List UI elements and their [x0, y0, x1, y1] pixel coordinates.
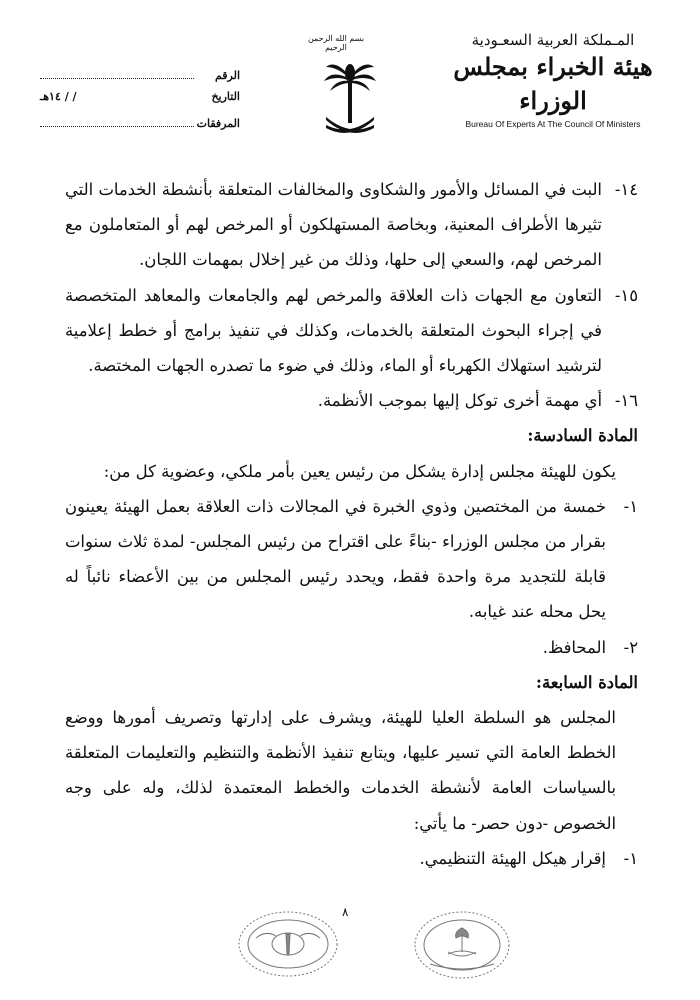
item-number: ١٦-: [614, 391, 638, 411]
document-body: [65, 172, 638, 876]
list-item: [65, 630, 638, 665]
kingdom-name: المـملكة العربية السعـودية: [471, 31, 635, 49]
item-text: إقرار هيكل الهيئة التنظيمي.: [419, 848, 606, 868]
list-item: [65, 383, 638, 418]
date-value: / / ١٤هـ: [40, 90, 77, 103]
list-item: [65, 489, 638, 630]
attachments-dotted-line: [40, 114, 194, 127]
attachments-label: المرفقات: [196, 117, 240, 130]
article-7-intro: المجلس هو السلطة العليا للهيئة، ويشرف على إدارتها وتصريف أمورها ووضع الخطط العامة التي تسير عليها، ويتابع تنفيذ الأنظمة والتنظيم والتعليمات المتعلقة بالسياسات العامة لأنشطة الخدمات والخطط المعتمدة لذلك، وله على وجه الخصوص -دون حصر- ما يأتي:: [65, 708, 616, 833]
list-item: [65, 841, 638, 876]
number-label: الرقم: [214, 69, 240, 82]
item-number: ٢-: [623, 637, 638, 657]
list-item: [65, 278, 638, 384]
article-7-heading: المادة السابعة:: [535, 672, 638, 692]
palm-swords-emblem-icon: [322, 55, 378, 147]
bureau-name-english: Bureau Of Experts At The Council Of Ministers: [465, 119, 641, 129]
item-text: البت في المسائل والأمور والشكاوى والمخالفات المتعلقة بأنشطة الخدمات التي تثيرها الأطراف المعنية، وبخاصة المستهلكون أو المرخص لهم أو المتعاملون مع المرخص لهم، والسعي إلى حلها، وذلك من غير إخلال بمهمات اللجان.: [65, 180, 602, 270]
number-dotted-line: [40, 66, 194, 79]
item-text: أي مهمة أخرى توكل إليها بموجب الأنظمة.: [317, 391, 602, 411]
number-field: [40, 66, 240, 90]
page-number: ٨: [342, 905, 349, 919]
item-text: المحافظ.: [542, 637, 606, 657]
date-label: التاريخ: [211, 90, 240, 103]
basmala: بسم الله الرحمن الرحيم: [307, 34, 365, 52]
reference-fields: [40, 66, 240, 138]
article-6-heading: المادة السادسة:: [527, 426, 638, 446]
item-number: ١٥-: [614, 285, 638, 305]
bureau-name-arabic: هيئة الخبراء بمجلس الوزراء: [453, 52, 653, 115]
item-text: التعاون مع الجهات ذات العلاقة والمرخص لهم والجامعات والمعاهد المتخصصة في إجراء البحوث المتعلقة بالخدمات، وكذلك في تنفيذ برامج أو خطط إعلامية لترشيد استهلاك الكهرباء أو الماء، وذلك في ضوء ما تصدره الجهات المختصة.: [65, 285, 602, 376]
list-item: [65, 172, 638, 278]
item-text: خمسة من المختصين وذوي الخبرة في المجالات ذات العلاقة بعمل الهيئة يعينون بقرار من مجلس الوزراء -بناءً على اقتراح من رئيس المجلس- لمدة ثلاث سنوات قابلة للتجديد مرة واحدة فقط، ويحدد رئيس المجلس من بين الأعضاء نائباً له يحل محله عند غيابه.: [65, 496, 606, 622]
attachments-field: [40, 114, 240, 138]
official-stamp-icon: [412, 908, 512, 982]
item-number: ١٤-: [614, 180, 638, 199]
official-stamp-icon: [236, 908, 340, 980]
date-field: [40, 90, 240, 114]
letterhead-block: [448, 30, 658, 130]
article-6-intro: يكون للهيئة مجلس إدارة يشكل من رئيس يعين بأمر ملكي، وعضوية كل من:: [103, 461, 616, 481]
item-number: ١-: [623, 496, 638, 516]
item-number: ١-: [623, 848, 638, 868]
